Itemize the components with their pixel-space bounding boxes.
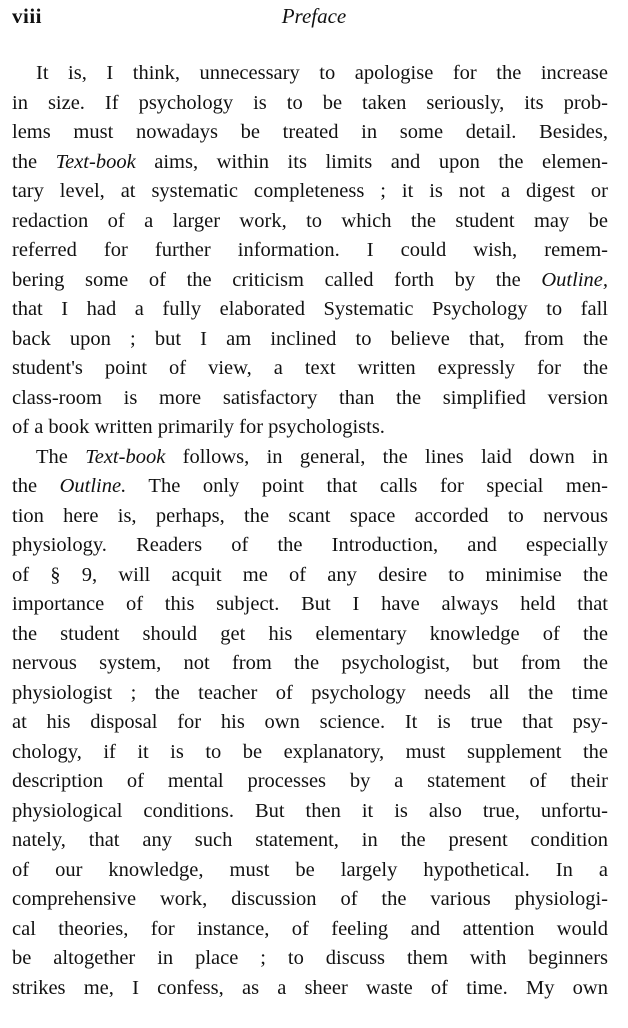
text-line <box>12 944 608 974</box>
text-line <box>12 118 608 148</box>
text-run: importance of this subject. But I have always held that <box>12 593 608 615</box>
page-number: viii <box>12 4 43 28</box>
running-title: Preface <box>281 4 347 28</box>
text-run: referred for further information. I could wish, remem- <box>12 239 608 261</box>
text-line <box>12 354 608 384</box>
text-run: at his disposal for his own science. It is true that psy- <box>12 711 608 733</box>
text-run: It is, I think, unnecessary to apologise for the increase <box>36 62 608 84</box>
text-line <box>12 502 608 532</box>
text-run: of § 9, will acquit me of any desire to minimise the <box>12 563 608 586</box>
text-run: chology, if it is to be explanatory, must supplement the <box>12 740 608 763</box>
body-text <box>12 59 608 1003</box>
text-line <box>12 738 608 768</box>
text-run: that I had a fully elaborated Systematic Psychology to fall <box>12 298 608 320</box>
text-line <box>12 885 608 915</box>
text-line <box>12 325 608 355</box>
text-run: lems must nowadays be treated in some detail. Besides, <box>12 121 608 143</box>
text-line <box>12 856 608 886</box>
text-line <box>12 148 608 178</box>
text-line <box>12 561 608 591</box>
text-run: be altogether in place ; to discuss them with beginners <box>12 947 608 969</box>
text-run: physiology. Readers of the Introduction, and especially <box>12 534 608 556</box>
text-line <box>12 708 608 738</box>
text-line <box>12 679 608 709</box>
text-run: the <box>12 475 60 497</box>
italic-title: Text-book <box>55 150 136 173</box>
text-line <box>12 177 608 207</box>
text-line <box>12 974 608 1004</box>
text-run: follows, in general, the lines laid down in <box>165 445 608 468</box>
italic-title: Outline. <box>59 475 127 497</box>
text-line <box>12 649 608 679</box>
text-line <box>12 767 608 797</box>
text-line <box>12 295 608 325</box>
text-run: The only point that calls for special men- <box>126 475 608 497</box>
text-run: description of mental processes by a statement of their <box>12 770 608 792</box>
text-run: bering some of the criticism called forth by the <box>12 268 542 291</box>
text-run: the student should get his elementary knowledge of the <box>12 622 608 645</box>
text-run: physiological conditions. But then it is also true, unfortu- <box>12 799 608 822</box>
text-run: comprehensive work, discussion of the various physiologi- <box>12 888 608 910</box>
text-run: redaction of a larger work, to which the student may be <box>12 209 608 232</box>
text-line <box>12 620 608 650</box>
text-line <box>12 236 608 266</box>
text-line <box>12 590 608 620</box>
text-line <box>12 207 608 237</box>
text-run: back upon ; but I am inclined to believe that, from the <box>12 327 608 350</box>
text-line <box>12 826 608 856</box>
text-run: cal theories, for instance, of feeling and attention would <box>12 917 608 940</box>
text-line <box>12 472 608 502</box>
text-run: class-room is more satisfactory than the simplified version <box>12 386 608 409</box>
text-line <box>12 266 608 296</box>
text-line <box>12 89 608 119</box>
text-run: the <box>12 150 56 173</box>
text-run: in size. If psychology is to be taken seriously, its prob- <box>12 91 608 114</box>
text-line <box>12 443 608 473</box>
text-line <box>12 797 608 827</box>
text-line <box>12 384 608 414</box>
text-run: strikes me, I confess, as a sheer waste of time. My own <box>12 976 608 999</box>
text-run: student's point of view, a text written expressly for the <box>12 357 608 379</box>
text-run: aims, within its limits and upon the elemen- <box>135 150 608 173</box>
text-run: nervous system, not from the psychologist, but from the <box>12 652 608 674</box>
text-line <box>12 531 608 561</box>
text-run: of a book written primarily for psychologists. <box>12 416 385 438</box>
text-run: nately, that any such statement, in the present condition <box>12 829 608 851</box>
italic-title: Outline, <box>541 268 608 291</box>
text-run: physiologist ; the teacher of psychology needs all the time <box>12 681 608 704</box>
text-line <box>12 413 608 443</box>
text-run: The <box>36 445 86 468</box>
italic-title: Text-book <box>85 445 166 468</box>
running-head <box>12 4 616 34</box>
text-run: tary level, at systematic completeness ; it is not a digest or <box>12 180 608 202</box>
text-run: of our knowledge, must be largely hypothetical. In a <box>12 858 608 881</box>
text-line <box>12 915 608 945</box>
text-run: tion here is, perhaps, the scant space accorded to nervous <box>12 504 608 527</box>
text-line <box>12 59 608 89</box>
